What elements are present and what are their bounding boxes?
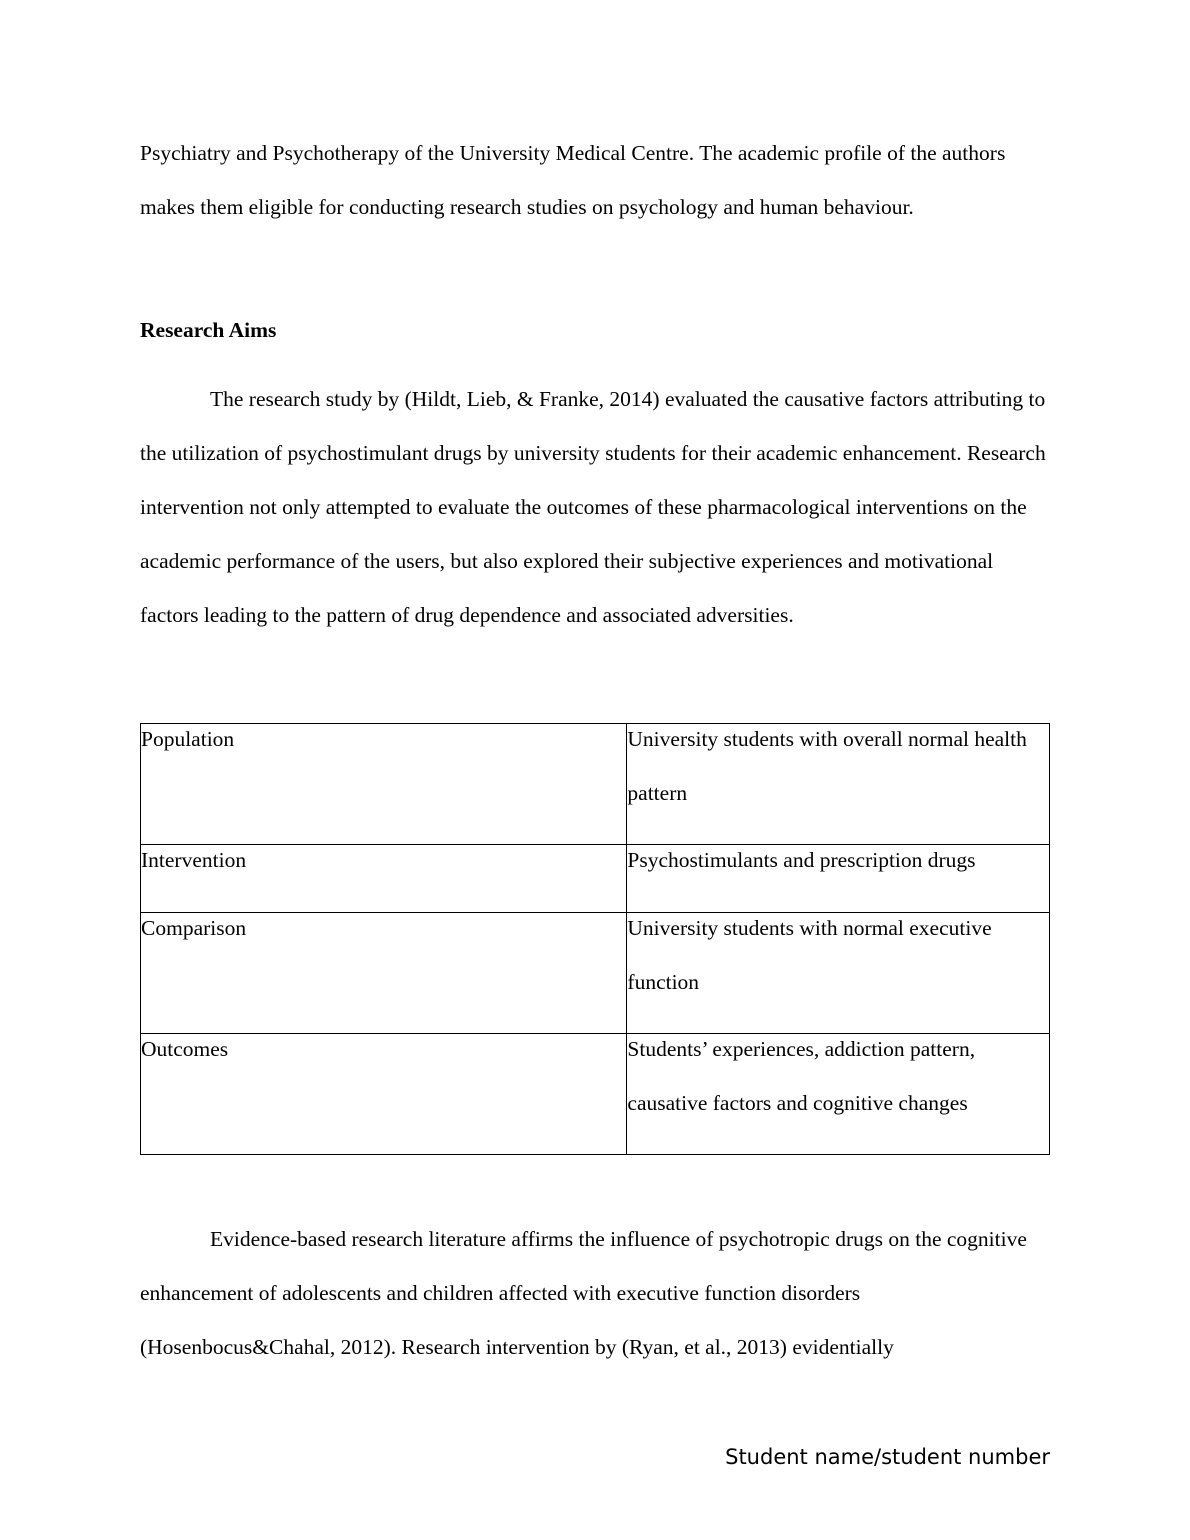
- row-label: Comparison: [141, 916, 247, 940]
- section-heading: Research Aims: [140, 318, 277, 342]
- row-label: Intervention: [141, 848, 247, 872]
- aims-paragraph: The research study by (Hildt, Lieb, & Franke, 2014) evaluated the causative factors attributing to the utilization of psychostimulant drugs by university students for their academic enhancement. Research intervention not only attempted to evaluate the outcomes of these pharmacological interventions on the academic performance of the users, but also explored their subjective experiences and motivational factors leading to the pattern of drug dependence and associated adversities.: [140, 387, 1046, 627]
- intro-paragraph: Psychiatry and Psychotherapy of the University Medical Centre. The academic profile of the authors makes them eligible for conducting research studies on psychology and human behaviour.: [140, 141, 1006, 219]
- table-cell-value: [627, 913, 1050, 1034]
- table-row: [141, 1034, 1050, 1155]
- table-cell-value: [627, 1034, 1050, 1155]
- row-label: Population: [141, 727, 235, 751]
- row-label: Outcomes: [141, 1037, 229, 1061]
- pico-table: [140, 723, 1050, 1155]
- row-value: University students with overall normal health pattern: [627, 727, 1027, 805]
- table-cell-label: [141, 724, 627, 845]
- table-row: [141, 724, 1050, 845]
- table-cell-label: [141, 1034, 627, 1155]
- row-value: Students’ experiences, addiction pattern, causative factors and cognitive changes: [627, 1037, 976, 1115]
- table-cell-value: [627, 724, 1050, 845]
- row-value: University students with normal executive function: [627, 916, 992, 994]
- table-cell-label: [141, 913, 627, 1034]
- page-footer: Student name/student number: [725, 1445, 1050, 1469]
- evidence-paragraph: Evidence-based research literature affirms the influence of psychotropic drugs on the cognitive enhancement of adolescents and children affected with executive function disorders (Hosenbocus&Chahal, 2012). Research intervention by (Ryan, et al., 2013) evidentially: [140, 1227, 1027, 1359]
- table-row: [141, 913, 1050, 1034]
- row-value: Psychostimulants and prescription drugs: [627, 848, 976, 872]
